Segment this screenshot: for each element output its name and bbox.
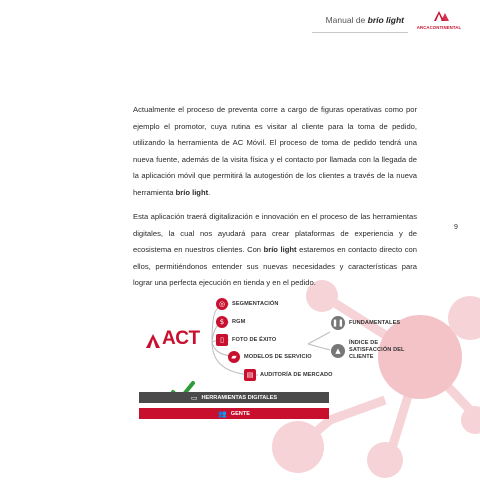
paragraph-1-end: . xyxy=(208,187,211,197)
bar-gente xyxy=(139,408,329,419)
clipboard-icon: ▤ xyxy=(244,369,256,381)
diagram-item-label: FOTO DE ÉXITO xyxy=(232,336,277,343)
paragraph-2-brand: brío light xyxy=(263,245,297,255)
diagram-item-label: ÍNDICE DE SATISFACCIÓN DEL CLIENTE xyxy=(349,340,405,360)
bar-label: GENTE xyxy=(230,410,250,417)
logo-wordmark: ARCACONTINENTAL xyxy=(416,25,462,30)
bar-herramientas-digitales xyxy=(139,392,329,403)
coins-icon: $ xyxy=(216,316,228,328)
manual-title-brand: brío light xyxy=(367,15,404,25)
page-number: 9 xyxy=(454,224,458,231)
paragraph-2-end: estaremos en contacto directo con ellos, permitiéndonos entender sus nuevas necesidades y características para lograr una perfecta ejecución en tienda y en el pedido. xyxy=(133,245,417,288)
thumbs-icon: ▲ xyxy=(331,344,345,358)
diagram-item-label: RGM xyxy=(232,318,246,325)
paragraph-1-text: Actualmente el proceso de preventa corre a cargo de figuras operativas como por ejemplo el promotor, cuya rutina es visitar al cliente para la toma de pedido, utilizando la herramienta de AC Móvil. El proceso de toma de pedido tendrá una nueva fuente, además de la visita física y el contacto por llamada con la llegada de la aplicación móvil que permitirá la autogestión de los clientes a través de la nueva herramienta xyxy=(133,105,417,197)
devices-icon: ▭ xyxy=(190,393,198,402)
diagram-item-fundamentales xyxy=(331,316,400,330)
diagram-item-label: AUDITORÍA DE MERCADO xyxy=(260,371,333,378)
diagram-item-segmentacion xyxy=(216,298,278,310)
phone-icon: ▯ xyxy=(216,334,228,346)
diagram-item-auditoria xyxy=(244,369,333,381)
target-icon: ◎ xyxy=(216,298,228,310)
bar-label: HERRAMIENTAS DIGITALES xyxy=(201,394,278,401)
paragraph-2-text: Esta aplicación traerá digitalización e innovación en el proceso de las herramientas digitales, la cual nos ayudará para crear plataformas de experiencia y de ecosistema en nuestros clientes. Con xyxy=(133,212,417,255)
diagram-item-label: MODELOS DE SERVICIO xyxy=(244,353,312,360)
people-icon: 👥 xyxy=(218,409,227,418)
manual-title-prefix: Manual de xyxy=(325,15,368,25)
paragraph-1-brand: brío light xyxy=(175,187,209,197)
diagram-item-modelos-servicio xyxy=(228,351,312,363)
diagram-item-foto-exito xyxy=(216,334,276,346)
truck-icon: ▰ xyxy=(228,351,240,363)
diagram-item-satisfaccion xyxy=(331,340,419,361)
diagram-item-label: SEGMENTACIÓN xyxy=(232,300,279,307)
diagram-item-rgm xyxy=(216,316,245,328)
diagram-item-label: FUNDAMENTALES xyxy=(349,319,401,326)
bottles-icon: ❚❚ xyxy=(331,316,345,330)
act-label: ACT xyxy=(162,328,200,349)
